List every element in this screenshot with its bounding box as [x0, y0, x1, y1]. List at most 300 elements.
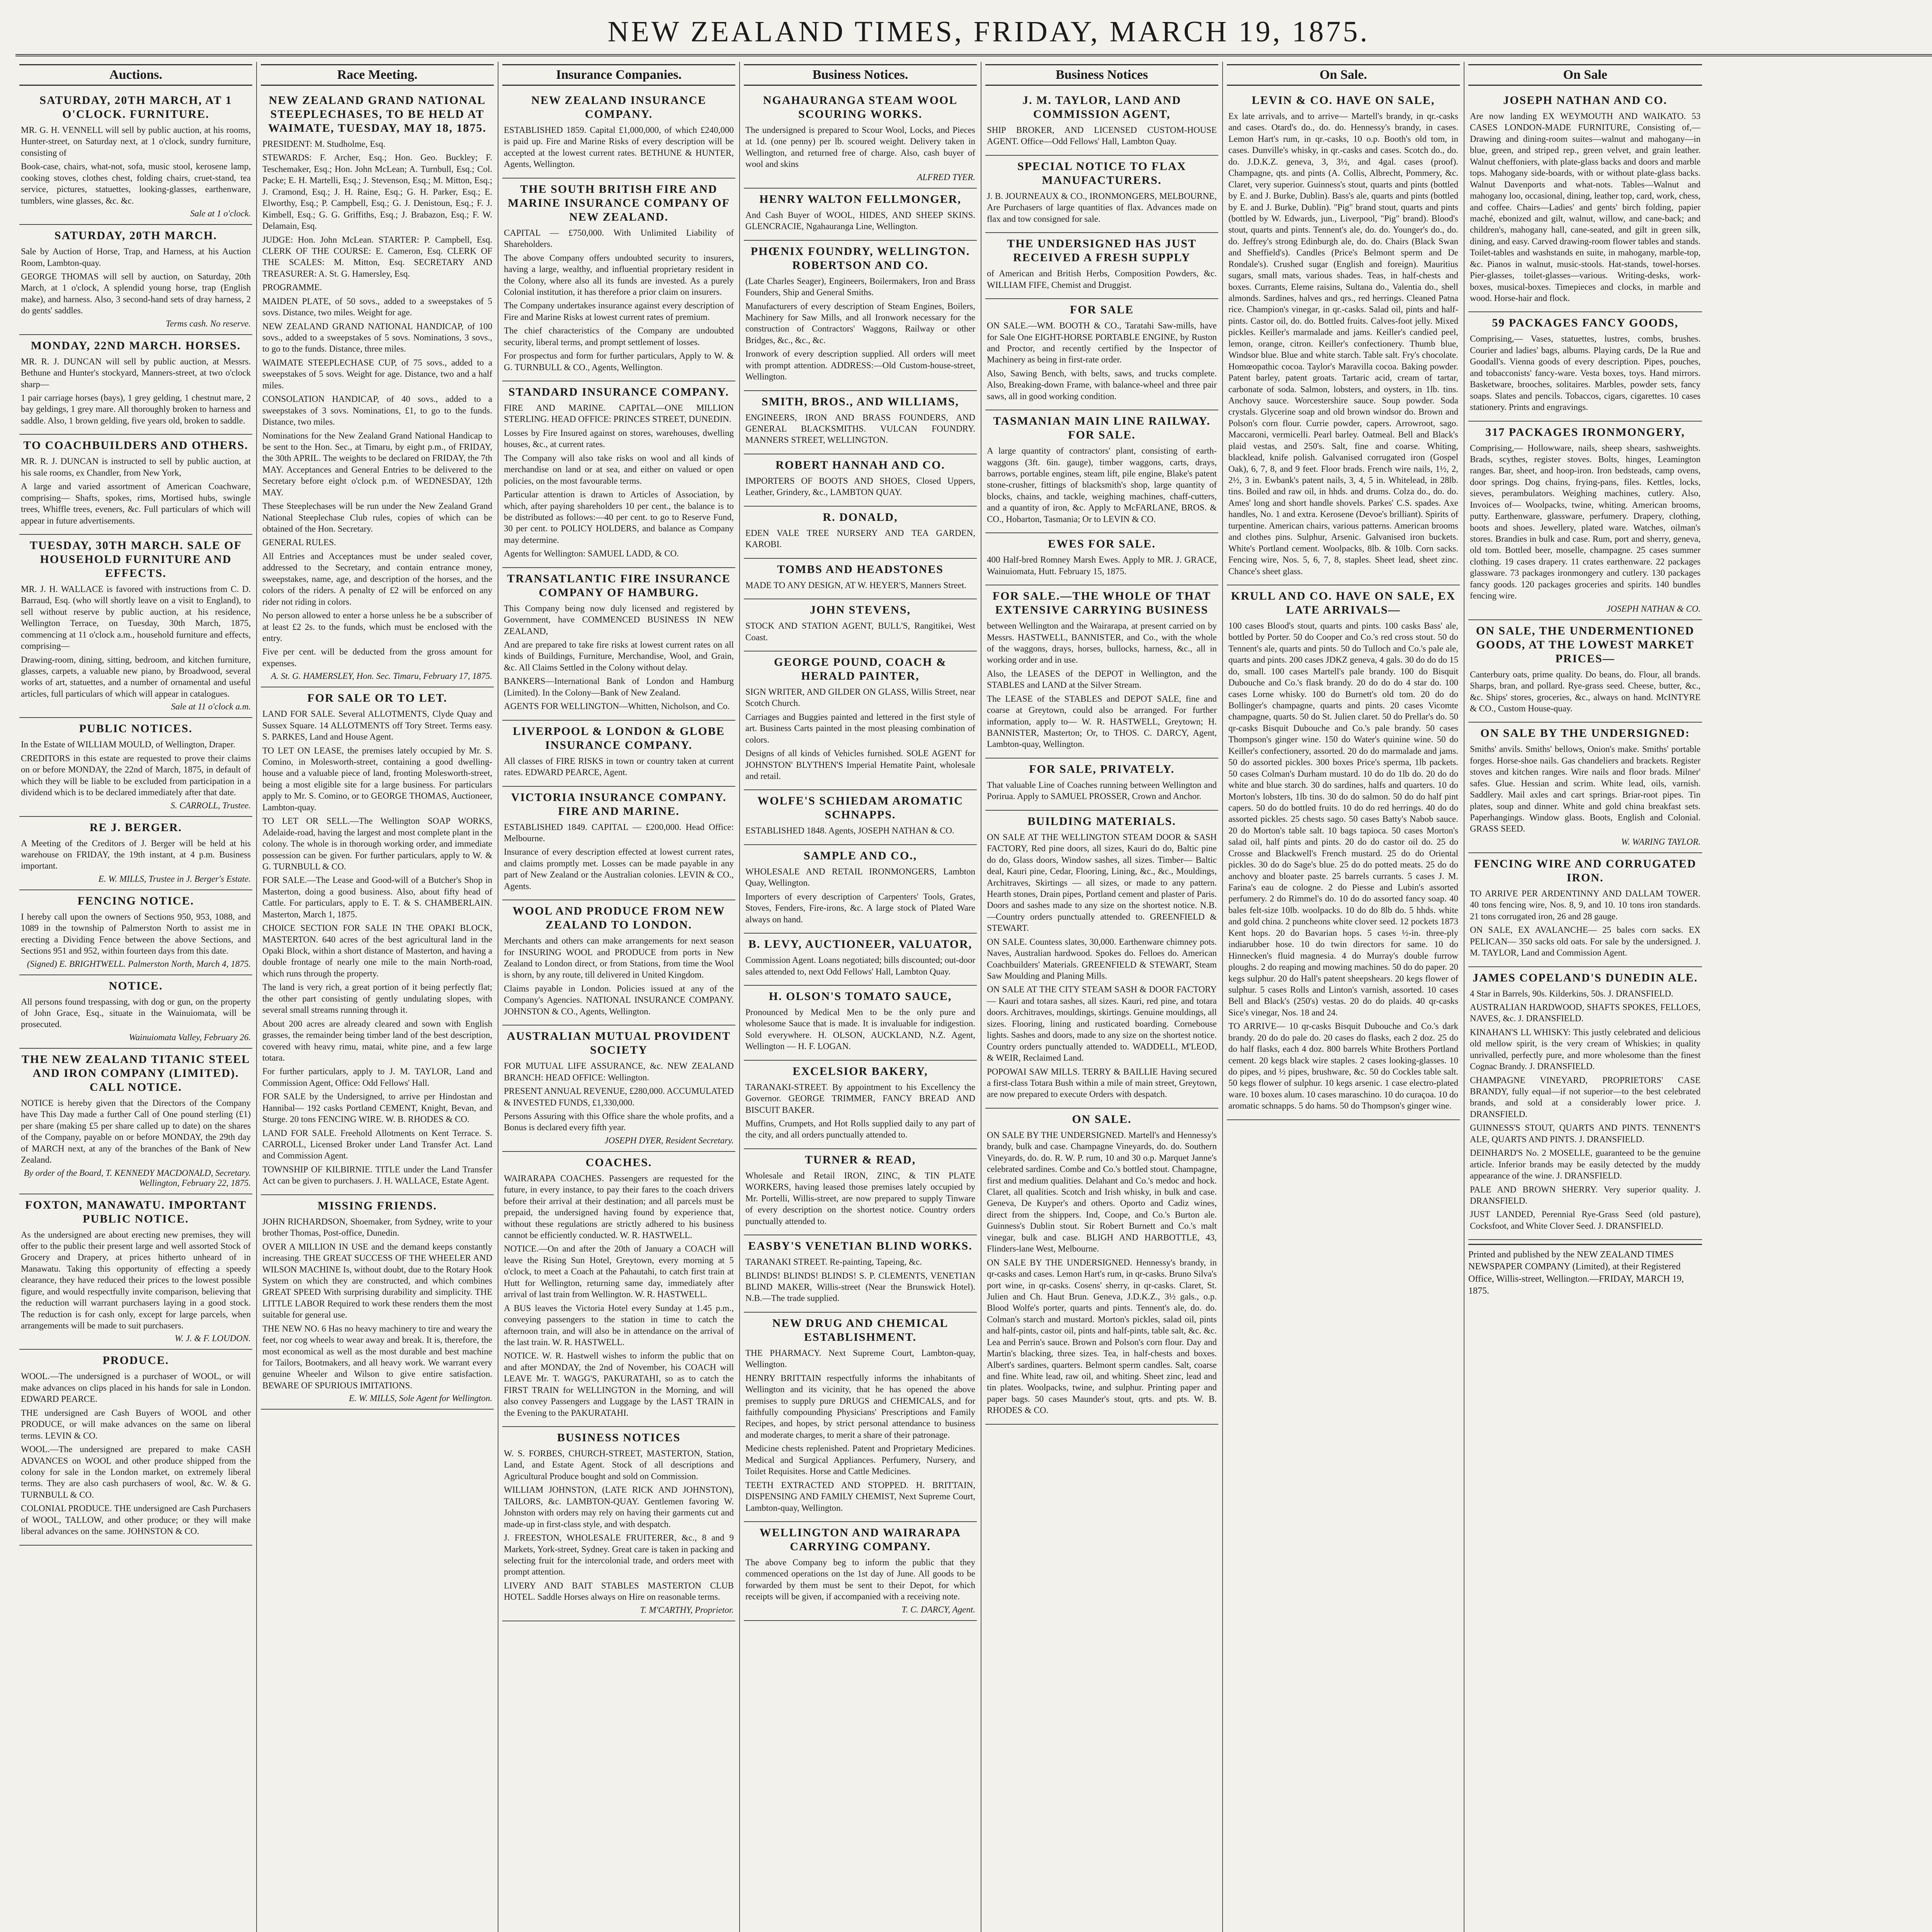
advertisement-body — [745, 954, 975, 977]
advertisement-body — [21, 1097, 251, 1166]
advertisement-body — [504, 402, 734, 560]
advertisement-paragraph: TO ARRIVE— 10 qr-casks Bisquit Dubouche and Co.'s dark brandy. 20 do do pale do. 20 cases do flasks, each 2 doz. 25 do do half flasks, each 4 doz. 800 barrels White Brothers Portland cement. 20 kegs black wire staples. 2 cases looking-glasses. 10 do pipes, and ½ pipes, brushware, &c. 50 do Cockles table salt. 50 kegs flower of sulphur. 10 kegs arsenic. 1 case electro-plated ware. 10 boxes alum. 10 cases maraschino. 10 do curaçoa. 10 do aromatic schnapps. 5 do hams. 50 do Thompson's ginger wine. — [1228, 1021, 1458, 1111]
advertisement-title: FOR SALE.—THE WHOLE OF THAT EXTENSIVE CARRYING BUSINESS — [992, 590, 1211, 617]
advertisement-title: MISSING FRIENDS. — [318, 1199, 437, 1212]
advertisement — [502, 1026, 735, 1152]
advertisement-title: THE UNDERSIGNED HAS JUST RECEIVED A FRESH SUPPLY — [1007, 237, 1197, 264]
column-4 — [740, 62, 981, 1932]
advertisement-signature: Wainuiomata Valley, February 26. — [129, 1032, 251, 1042]
advertisement-paragraph: Canterbury oats, prime quality. Do beans, do. Flour, all brands. Sharps, bran, and pollard. Rye-grass seed. Cheese, butter, &c., &c. Ships' stores, groceries, &c., always on hand. McINTYRE & CO., Custom House-quay. — [1470, 669, 1701, 713]
advertisement-title: PRODUCE. — [102, 1354, 169, 1367]
advertisement-body — [21, 911, 251, 957]
advertisement-body — [1470, 669, 1701, 714]
advertisement-paragraph: MR. J. H. WALLACE is favored with instructions from C. D. Barraud, Esq. (who will shortly leave on a visit to England), to sell without reserve by public auction, at his residence, Wellington Terrace, on Tuesday, 30th March, 1875, commencing at 11 o'clock a.m., household furniture and effects, comprising— — [21, 584, 251, 651]
advertisement-paragraph: CHOICE SECTION FOR SALE IN THE OPAKI BLOCK, MASTERTON. 640 acres of the best agricultural land in the Opaki Block, within a short distance of Masterton, and having a double frontage of nearly one mile to the main North-road, which runs through the property. — [262, 923, 492, 978]
advertisement-paragraph: Wholesale and Retail IRON, ZINC, & TIN PLATE WORKERS, having leased those premises lately occupied by Mr. Portelli, Willis-street, are now prepared to supply Tinware of every description on the shortest notice. Country orders punctually attended to. — [745, 1170, 975, 1226]
advertisement-paragraph: All classes of FIRE RISKS in town or country taken at current rates. EDWARD PEARCE, Agent. — [504, 756, 734, 777]
advertisement-paragraph: This Company being now duly licensed and registered by Government, have COMMENCED BUSINESS IN NEW ZEALAND, — [504, 603, 734, 636]
advertisement-paragraph: CHAMPAGNE VINEYARD, PROPRIETORS' CASE BRANDY, fully equal—if not superior—to the best celebrated brands, and sold at a considerably lower price. J. DRANSFIELD. — [1470, 1075, 1701, 1119]
column-7 — [1464, 62, 1706, 1932]
advertisement-body — [987, 320, 1217, 402]
section-heading: On Sale — [1468, 64, 1702, 86]
advertisement-paragraph: THE NEW NO. 6 Has no heavy machinery to tire and weary the feet, nor cog wheels to wear away and break. It is, therefore, the most economical as well as the most durable and best machine for Tailors, Bootmakers, and all heavy work. We warrant every genuine Wheeler and Wilson to give entire satisfaction. BEWARE OF SPURIOUS IMITATIONS. — [262, 1323, 492, 1390]
column-2 — [257, 62, 498, 1932]
advertisement — [744, 986, 977, 1061]
advertisement-title: B. LEVY, AUCTIONEER, VALUATOR, — [748, 938, 973, 951]
advertisement — [502, 1152, 735, 1427]
advertisement-paragraph: SHIP BROKER, AND LICENSED CUSTOM-HOUSE AGENT. Office—Odd Fellows' Hall, Lambton Quay. — [987, 125, 1217, 146]
advertisement-body — [504, 603, 734, 712]
advertisement-paragraph: of American and British Herbs, Composition Powders, &c. WILLIAM FIFE, Chemist and Druggist. — [987, 269, 1217, 290]
advertisement-paragraph: MR. R. J. DUNCAN is instructed to sell by public auction, at his sale rooms, ex Chandler, from New York, — [21, 456, 251, 478]
advertisement-body — [745, 276, 975, 383]
advertisement-paragraph: WOOL.—The undersigned are prepared to make CASH ADVANCES on WOOL and other produce shipped from the colony for sale in the London market, on extremely liberal terms. They are also cash purchasers of wool, &c. W. & G. TURNBULL & CO. — [21, 1444, 251, 1500]
advertisement-body — [504, 1448, 734, 1603]
advertisement-paragraph: The LEASE of the STABLES and DEPOT SALE, fine and coarse at Greytown, could also be arranged. For further information, apply to— W. R. HASTWELL, Greytown; H. BANNISTER, Masterton; Or, to THOS. C. DARCY, Agent, Lambton-quay, Wellington. — [987, 694, 1217, 749]
advertisement-body — [21, 583, 251, 699]
advertisement-signature: Sale at 1 o'clock. — [190, 209, 251, 219]
advertisement-body — [504, 935, 734, 1017]
advertisement-paragraph: MAIDEN PLATE, of 50 sovs., added to a sweepstakes of 5 sovs. Distance, two miles. Weight for age. — [262, 296, 492, 318]
advertisement-paragraph: KINAHAN'S LL WHISKY: This justly celebrated and delicious old mellow spirit, is the very cream of Whiskies; in quality unrivalled, perfectly pure, and more wholesome than the finest Cognac Brandy. J. DRANSFIELD. — [1470, 1027, 1701, 1071]
advertisement-paragraph: ON SALE AT THE WELLINGTON STEAM DOOR & SASH FACTORY, Red pine doors, all sizes, Kauri do do, Baltic pine do do, Glass doors, Window sashes, all sizes. Timber— Baltic deal, Kauri pine, Cedar, Flooring, Lining, &c., &c., Mouldings, Architraves, Skirtings — all sizes, or made to any pattern. Hearth stones, Drain pipes, Portland cement and plaster of Paris. Doors and sashes made to any size on the shortest notice. N.B.—Country orders punctually attended to. GREENFIELD & STEWART. — [987, 832, 1217, 933]
advertisement-paragraph: LIVERY AND BAIT STABLES MASTERTON CLUB HOTEL. Saddle Horses always on Hire on reasonable terms. — [504, 1580, 734, 1602]
advertisement-body — [21, 246, 251, 316]
advertisement-title: FOXTON, MANAWATU. IMPORTANT PUBLIC NOTICE. — [25, 1198, 247, 1225]
advertisement-title: FOR SALE — [1070, 303, 1134, 316]
advertisement — [1468, 620, 1702, 723]
advertisement-paragraph: A Meeting of the Creditors of J. Berger will be held at his warehouse on FRIDAY, the 19th instant, at 4 p.m. Business important. — [21, 838, 251, 871]
advertisement-signature: Terms cash. No reserve. — [166, 318, 251, 328]
advertisement-title: KRULL AND CO. HAVE ON SALE, EX LATE ARRIVALS— — [1231, 589, 1456, 616]
advertisement-title: TASMANIAN MAIN LINE RAILWAY. FOR SALE. — [993, 415, 1211, 442]
advertisement-body — [745, 1170, 975, 1227]
advertisement-paragraph: TO LET ON LEASE, the premises lately occupied by Mr. S. Comino, in Molesworth-street, containing a good dwelling-house and a valuable piece of land, fronting Molesworth-street, being a most eligible site for a large business. For particulars apply to Mr. S. Comino, or to GEORGE THOMAS, Auctioneer, Lambton-quay. — [262, 745, 492, 812]
advertisement-paragraph: PRESENT ANNUAL REVENUE, £280,000. ACCUMULATED & INVESTED FUNDS, £1,330,000. — [504, 1086, 734, 1107]
advertisement-paragraph: PROGRAMME. — [262, 282, 322, 293]
advertisement-title: TRANSATLANTIC FIRE INSURANCE COMPANY OF HAMBURG. — [507, 572, 731, 599]
advertisement-paragraph: ON SALE. Countess slates, 30,000. Earthenware chimney pots. Naves, Australian hardwood. Spokes do. Felloes do. American Coachbuilders' Materials. GREENFIELD & STEWART, Steam Saw Moulding and Planing Mills. — [987, 937, 1217, 981]
advertisement-title: FENCING NOTICE. — [77, 894, 194, 907]
advertisement — [502, 1427, 735, 1621]
advertisement-paragraph: NOTICE.—On and after the 20th of January a COACH will leave the Rising Sun Hotel, Greytown, every morning at 5 o'clock, to meet a Coach at the Pahautahi, to catch first train at Hutt for Wellington, returning same day, immediately after arrival of last train from Wellington. W. R. HASTWELL. — [504, 1244, 734, 1299]
advertisement-title: SATURDAY, 20TH MARCH. — [54, 229, 217, 242]
advertisement-body — [504, 1060, 734, 1133]
advertisement-signature: ALFRED TYER. — [917, 172, 975, 182]
advertisement — [744, 559, 977, 599]
advertisement — [502, 179, 735, 381]
advertisement-title: EWES FOR SALE. — [1048, 537, 1156, 551]
advertisement-signature: W. WARING TAYLOR. — [1621, 837, 1701, 847]
advertisement — [1227, 585, 1460, 1120]
advertisement-title: WOOL AND PRODUCE FROM NEW ZEALAND TO LONDON. — [512, 905, 725, 932]
advertisement — [744, 1522, 977, 1621]
advertisement-paragraph: Particular attention is drawn to Articles of Association, by which, after paying shareholders 10 per cent., the balance is to be distributed as follows:—40 per cent. to go to Reserve Fund, 30 per cent. to POLICY HOLDERS, and balance as Company may determine. — [504, 490, 734, 545]
advertisement-title: 59 PACKAGES FANCY GOODS, — [1492, 316, 1679, 330]
advertisement-paragraph: The above Company beg to inform the public that they commenced operations on the 1st day of June. All goods to be forwarded by them must be sent to their Depot, for which receipts will be given, if accompanied with a receiving note. — [745, 1557, 975, 1602]
advertisement-title: STANDARD INSURANCE COMPANY. — [509, 386, 729, 398]
advertisement-signature: T. C. DARCY, Agent. — [901, 1604, 975, 1614]
advertisement-title: WELLINGTON AND WAIRARAPA CARRYING COMPANY. — [759, 1526, 961, 1553]
advertisement-paragraph: DEINHARD'S No. 2 MOSELLE, guaranteed to be the genuine article. Inferior brands may be easily detected by the muddy appearance of the wine. J. DRANSFIELD. — [1470, 1148, 1701, 1181]
advertisement-body — [987, 779, 1217, 802]
advertisement-title: PHŒNIX FOUNDRY, WELLINGTON. ROBERTSON AND CO. — [750, 245, 970, 272]
advertisement-body — [262, 708, 492, 1187]
advertisement-body — [504, 821, 734, 892]
column-5 — [981, 62, 1223, 1932]
advertisement — [502, 721, 735, 787]
advertisement-paragraph: TARANAKI STREET. Re-painting, Tapeing, &c. — [745, 1257, 922, 1267]
advertisement-paragraph: WHOLESALE AND RETAIL IRONMONGERS, Lambton Quay, Wellington. — [745, 866, 975, 888]
advertisement — [985, 410, 1218, 533]
advertisement-paragraph: WILLIAM JOHNSTON, (LATE RICK AND JOHNSTON), TAILORS, &c. LAMBTON-QUAY. Gentlemen favoring W. Johnston with orders may rely on having their garments cut and made-up in first-class style, and with despatch. — [504, 1485, 734, 1529]
publisher-imprint: Printed and published by the NEW ZEALAND TIMES NEWSPAPER COMPANY (Limited), at their Registered Office, Willis-street, Wellington.—FRIDAY, MARCH 19, 1875. — [1468, 1244, 1702, 1297]
advertisement-body — [745, 1082, 975, 1141]
advertisement-paragraph: Medicine chests replenished. Patent and Proprietary Medicines. Medical and Surgical Appliances. Perfumery, Nursery, and Toilet Requisites. Horse and Cattle Medicines. — [745, 1444, 975, 1476]
advertisement-paragraph: ESTABLISHED 1859. Capital £1,000,000, of which £240,000 is paid up. Fire and Marine Risks of every description will be accepted at the lowest current rates. BETHUNE & HUNTER, Agents, Wellington. — [504, 125, 734, 169]
advertisement-paragraph: TO ARRIVE PER ARDENTINNY AND DALLAM TOWER. 40 tons fencing wire, Nos. 8, 9, and 10. 10 tons iron standards. 21 tons corrugated iron, 26 and 28 gauge. — [1470, 888, 1701, 921]
advertisement-title: AUSTRALIAN MUTUAL PROVIDENT SOCIETY — [507, 1030, 731, 1057]
advertisement-paragraph: CONSOLATION HANDICAP, of 40 sovs., added to a sweepstakes of 3 sovs. Nominations, £1, to go to the funds. Distance, two miles. — [262, 394, 492, 427]
advertisement-paragraph: Are now landing EX WEYMOUTH AND WAIKATO. 53 CASES LONDON-MADE FURNITURE, Consisting of,— Drawing and dining-room suites—walnut and mahogany—in blue, green, and striped rep., green velvet, and grain leather. Walnut cheffoniers, with plate-glass backs and doors and marble tops. Mahogany side-boards, with or without plate-glass backs. Walnut Davenports and what-nots. Tables—Walnut and mahogany loo, occasional, dining, leather top, card, work, chess, and coffee. Chairs—Ladies' and gents' birch folding, papier maché, ebonized and gilt, walnut, willow, and cane-back; and children's, mahogany hall, cane-seated, and gilt in green silk, dining, and easy. Carved drawing-room flower tables and stands. Toilet-tables and washstands en suite, in mahogany, marble-top, &c. Pianos in walnut, music-stools. Hat-stands, towel-horses. Pier-glasses, toilet-glasses—various. Writing-desks, work-boxes, musical-boxes. Timepieces and clocks, in marble and wood. Horse-hair and flock. — [1470, 111, 1701, 303]
advertisement-title: THE NEW ZEALAND TITANIC STEEL AND IRON COMPANY (LIMITED). CALL NOTICE. — [21, 1053, 250, 1094]
advertisement — [985, 811, 1218, 1109]
advertisement-paragraph: JOHN RICHARDSON, Shoemaker, from Sydney, write to your brother Thomas, Post-office, Dunedin. — [262, 1216, 492, 1238]
advertisement-paragraph: And are prepared to take fire risks at lowest current rates on all kinds of Buildings, Furniture, Merchandise, Wool, and Grain, &c. All Claims Settled in the Colony without delay. — [504, 640, 734, 672]
advertisement-body — [504, 227, 734, 373]
advertisement-body — [1470, 442, 1701, 602]
advertisement-body — [262, 1216, 492, 1391]
advertisement-paragraph: COLONIAL PRODUCE. THE undersigned are Cash Purchasers of WOOL, TALLOW, and other produce; or they will make liberal advances on the same. JOHNSTON & CO. — [21, 1503, 251, 1536]
advertisement-body — [745, 825, 975, 836]
advertisement — [744, 790, 977, 845]
advertisement-paragraph: The chief characteristics of the Company are undoubted security, liberal terms, and prompt settlement of losses. — [504, 326, 734, 347]
advertisement-title: NEW DRUG AND CHEMICAL ESTABLISHMENT. — [772, 1316, 949, 1344]
advertisement-paragraph: For further particulars, apply to J. M. TAYLOR, Land and Commission Agent, Office: Odd Fellows' Hall. — [262, 1066, 492, 1088]
advertisement-paragraph: ON SALE BY THE UNDERSIGNED. Martell's and Hennessy's brandy, bulk and case. Champagne Vineyards, do. do. Southern Vineyards, do. do. R. W. P. rum, 10 and 30 o.p. Marquet Janne's celebrated sardines. Combe and Co.'s bottled stout. Champagne, first and medium qualities. Delahant and Co.'s medoc and hock. Claret, all qualities. Scotch and Irish whisky, in bulk and case. Geneva, De Kuyper's and others. Oporto and Cadiz wines, direct from the shippers. Ind, Coope, and Co.'s Burton ale. Guinness's Dublin stout. Sir Robert Burnett and Co.'s malt vinegar, bulk and case. BLIGH AND HARBOTTLE, 43, Flinders-lane West, Melbourne. — [987, 1130, 1217, 1254]
advertisement — [19, 1194, 252, 1350]
advertisement-title: TO COACHBUILDERS AND OTHERS. — [23, 439, 248, 452]
advertisement — [744, 599, 977, 651]
advertisement-paragraph: Muffins, Crumpets, and Hot Rolls supplied daily to any part of the city, and all orders punctually attended to. — [745, 1119, 975, 1140]
advertisement-body — [21, 456, 251, 526]
advertisement-title: EXCELSIOR BAKERY, — [793, 1065, 928, 1078]
advertisement-title: WOLFE'S SCHIEDAM AROMATIC SCHNAPPS. — [757, 794, 963, 821]
advertisement-paragraph: J. FREESTON, WHOLESALE FRUITERER, &c., 8 and 9 Markets, York-street, Sydney. Great care is taken in packing and selecting fruit for the intercolonial trade, and orders meet with prompt attention. — [504, 1533, 734, 1577]
advertisement-title: NEW ZEALAND GRAND NATIONAL STEEPLECHASES, TO BE HELD AT WAIMATE, TUESDAY, MAY 18, 1875. — [268, 94, 486, 134]
advertisement-body — [745, 620, 975, 643]
advertisement-paragraph: FOR SALE.—The Lease and Good-will of a Butcher's Shop in Masterton, doing a good business. Also, about fifty head of Cattle. For particulars, apply to E. T. & S. CHAMBERLAIN. Masterton, March 1, 1875. — [262, 875, 492, 919]
advertisement-paragraph: Importers of every description of Carpenters' Tools, Grates, Stoves, Fenders, Fire-irons, &c. A large stock of Plated Ware always on hand. — [745, 891, 975, 924]
advertisement-signature: A. St. G. HAMERSLEY, Hon. Sec. Timaru, February 17, 1875. — [271, 671, 492, 681]
advertisement-title: VICTORIA INSURANCE COMPANY. FIRE AND MARINE. — [511, 791, 727, 818]
advertisement — [985, 1109, 1218, 1425]
advertisement — [19, 535, 252, 718]
advertisement-paragraph: J. B. JOURNEAUX & CO., IRONMONGERS, MELBOURNE, Are Purchasers of large quantities of flax. Advances made on flax and tow consigned for sale. — [987, 191, 1217, 224]
advertisement-paragraph: TO LET OR SELL.—The Wellington SOAP WORKS, Adelaide-road, having the largest and most complete plant in the colony. The whole is in thorough working order, and immediate possession can be given. For further particulars, apply to W. & G. TURNBULL & CO. — [262, 816, 492, 871]
advertisement-paragraph: Nominations for the New Zealand Grand National Handicap to be sent to the Hon. Sec., at Timaru, by eight p.m., of FRIDAY, the 30th APRIL. The weights to be declared on FRIDAY, the 7th MAY. Acceptances and General Entries to be delivered to the Secretary before eight o'clock p.m. of WEDNESDAY, 12th MAY. — [262, 430, 492, 497]
advertisement-signature: W. J. & F. LOUDON. — [175, 1333, 251, 1344]
advertisement-paragraph: Agents for Wellington: SAMUEL LADD, & CO. — [504, 549, 679, 559]
advertisement-paragraph: POPOWAI SAW MILLS. TERRY & BAILLIE Having secured a first-class Totara Bush within a mile of main street, Greytown, are now prepared to execute Orders with despatch. — [987, 1066, 1217, 1099]
advertisement — [19, 335, 252, 435]
advertisement — [1468, 967, 1702, 1240]
advertisement-paragraph: MR. G. H. VENNELL will sell by public auction, at his rooms, Hunter-street, on Saturday next, at 1 o'clock, sundry furniture, consisting of — [21, 125, 251, 158]
advertisement — [1468, 853, 1702, 967]
advertisement-title: NGAHAURANGA STEAM WOOL SCOURING WORKS. — [763, 94, 958, 121]
advertisement-paragraph: Carriages and Buggies painted and lettered in the first style of art. Business Carts painted in the most pleasing combination of colors. — [745, 712, 975, 745]
advertisement-paragraph: About 200 acres are already cleared and sown with English grasses, the remainder being timber land of the best description, covered with heavy rimu, matai, white pine, and a few large totara. — [262, 1019, 492, 1063]
advertisement-paragraph: Sale by Auction of Horse, Trap, and Harness, at his Auction Room, Lambton-quay. — [21, 247, 251, 268]
advertisement-paragraph: 1 pair carriage horses (bays), 1 grey gelding, 1 chestnut mare, 2 bay geldings, 1 grey mare. All thoroughly broken to harness and saddle. Also, 1 brown gelding, five years old, broken to saddle. — [21, 393, 251, 425]
advertisement-body — [745, 580, 975, 591]
advertisement-paragraph: Book-case, chairs, what-not, sofa, music stool, kerosene lamp, cooking stoves, clothes chest, folding chairs, cruet-stand, tea service, pictures, statuettes, looking-glasses, earthenware, tumblers, wine glasses, &c. &c. — [21, 162, 251, 206]
advertisement-body — [21, 739, 251, 798]
advertisement-paragraph: CAPITAL — £750,000. With Unlimited Liability of Shareholders. — [504, 228, 734, 249]
advertisement — [744, 651, 977, 791]
advertisement-paragraph: The above Company offers undoubted security to insurers, having a large, wealthy, and influential proprietary resident in the Colony, where also all its funds are invested. As a purely Colonial institution, it has therefore a prior claim on insurers. — [504, 253, 734, 297]
advertisement-paragraph: The land is very rich, a great portion of it being perfectly flat; the other part consisting of gently undulating slopes, with several small streams running through it. — [262, 982, 492, 1015]
advertisement-body — [21, 838, 251, 872]
advertisement-signature: E. W. MILLS, Trustee in J. Berger's Estate. — [98, 874, 251, 884]
advertisement-body — [745, 412, 975, 446]
advertisement — [19, 817, 252, 890]
advertisement — [1468, 312, 1702, 421]
advertisement-body — [987, 832, 1217, 1100]
advertisement-body — [745, 1347, 975, 1514]
advertisement-paragraph: OVER A MILLION IN USE and the demand keeps constantly increasing. THE GREAT SUCCESS OF THE WHEELER AND WILSON MACHINE Is, without doubt, due to the Rotary Hook System on which they are constructed, and which combines GREAT SPEED With surprising durability and simplicity. THE LITTLE LABOR Required to work these renders them the most suitable for general use. — [262, 1242, 492, 1320]
advertisement-title: JOSEPH NATHAN AND CO. — [1503, 94, 1667, 107]
advertisement-paragraph: PALE AND BROWN SHERRY. Very superior quality. J. DRANSFIELD. — [1470, 1184, 1701, 1206]
advertisement-paragraph: W. S. FORBES, CHURCH-STREET, MASTERTON, Station, Land, and Estate Agent. Stock of all descriptions and Agricultural Produce bought and sold on Commission. — [504, 1449, 734, 1481]
advertisement-body — [21, 1371, 251, 1537]
advertisement-paragraph: MR. R. J. DUNCAN will sell by public auction, at Messrs. Bethune and Hunter's stockyard, Manners-street, at two o'clock sharp— — [21, 356, 251, 389]
advertisement-title: H. OLSON'S TOMATO SAUCE, — [769, 990, 952, 1003]
advertisement-paragraph: WAIMATE STEEPLECHASE CUP, of 75 sovs., added to a sweepstakes of 5 sovs. Weight for age. Distance, two and a half miles. — [262, 357, 492, 390]
advertisement-paragraph: GEORGE THOMAS will sell by auction, on Saturday, 20th March, at 1 o'clock, A splendid young horse, trap (English make), and harness. Also, 3 second-hand sets of dray harness, 2 do gents' saddles. — [21, 271, 251, 316]
advertisement-paragraph: FOR SALE by the Undersigned, to arrive per Hindostan and Hannibal— 192 casks Portland CEMENT, Knight, Bevan, and Sturge. 20 tons FENCING WIRE. W. B. RHODES & CO. — [262, 1092, 492, 1124]
advertisement-paragraph: THE PHARMACY. Next Supreme Court, Lambton-quay, Wellington. — [745, 1348, 975, 1369]
advertisement — [19, 90, 252, 225]
advertisement-body — [1470, 743, 1701, 835]
advertisement-signature: JOSEPH NATHAN & CO. — [1606, 604, 1701, 614]
advertisement-paragraph: Merchants and others can make arrangements for next season for INSURING WOOL and PRODUCE from ports in New Zealand to London direct, or from Stations, from time the Wool is shorn, by any route, till delivered in United Kingdom. — [504, 936, 734, 980]
advertisement — [744, 934, 977, 986]
advertisement — [744, 90, 977, 189]
advertisement-paragraph: IMPORTERS OF BOOTS AND SHOES, Closed Uppers, Leather, Grindery, &c., LAMBTON QUAY. — [745, 476, 975, 497]
advertisement — [744, 1149, 977, 1235]
advertisement-paragraph: Insurance of every description effected at lowest current rates, and claims promptly met. Losses can be made payable in any part of New Zealand or the Australian colonies. LEVIN & CO., Agents. — [504, 847, 734, 891]
advertisement — [261, 687, 494, 1195]
advertisement — [19, 1350, 252, 1545]
advertisement — [985, 233, 1218, 299]
advertisement — [1227, 90, 1460, 585]
section-heading: Auctions. — [19, 64, 252, 86]
advertisement-paragraph: ON SALE.—WM. BOOTH & CO., Taratahi Saw-mills, have for Sale One EIGHT-HORSE PORTABLE ENGINE, by Ruston and Proctor, and recently certified by the Inspector of Machinery as being in first-rate order. — [987, 321, 1217, 365]
advertisement-title: FOR SALE OR TO LET. — [307, 692, 447, 705]
advertisement-title: JOHN STEVENS, — [810, 604, 911, 617]
advertisement-body — [21, 124, 251, 206]
advertisement-body — [745, 686, 975, 782]
advertisement-body — [1470, 888, 1701, 959]
section-heading: Business Notices — [985, 64, 1218, 86]
advertisement-title: ON SALE BY THE UNDERSIGNED: — [1480, 727, 1690, 740]
section-heading: On Sale. — [1227, 64, 1460, 86]
section-heading: Race Meeting. — [261, 64, 494, 86]
advertisement-paragraph: STOCK AND STATION AGENT, BULL'S, Rangitikei, West Coast. — [745, 621, 975, 642]
advertisement-title: LIVERPOOL & LONDON & GLOBE INSURANCE COMPANY. — [513, 724, 725, 752]
advertisement-title: 317 PACKAGES IRONMONGERY, — [1485, 425, 1685, 439]
advertisement-body — [21, 996, 251, 1030]
advertisement — [985, 533, 1218, 585]
section-heading: Insurance Companies. — [502, 64, 735, 86]
newspaper-page — [15, 12, 1932, 1932]
advertisement — [19, 435, 252, 535]
advertisement-paragraph: EDEN VALE TREE NURSERY AND TEA GARDEN, KAROBI. — [745, 528, 975, 549]
advertisement-paragraph: NEW ZEALAND GRAND NATIONAL HANDICAP, of 100 sovs., added to a sweepstakes of 5 sovs. Nominations, 3 sovs., to go to the funds. Distance, three miles. — [262, 321, 492, 354]
advertisement — [502, 787, 735, 901]
advertisement-paragraph: 100 cases Blood's stout, quarts and pints. 100 casks Bass' ale, bottled by Porter. 50 do Cooper and Co.'s red cross stout. 50 do Tennent's ale, quarts and pints. 50 do Tulloch and Co.'s pale ale, quarts and pints. 200 cases JDKZ geneva, 4 gals. 30 do do do 15 do, small. 100 cases Martell's pale brandy. 100 do Bisquit Dubouche and Co.'s flask brandy. 20 do do do 4 star do. 100 cases Lorne whisky. 100 do Burnett's old tom. 20 do do Bollinger's champagne, quarts and pints. 20 cases Vicomte champagne, quarts. 50 do St. Julien claret. 50 do Prellar's do. 50 qr-casks Bisquit Dubouche and Co.'s pale brandy. 50 cases Thompson's ginger wine. 150 do Water's quinine wine. 50 do Keiller's confectionery, assorted. 20 do do marmalade and jams. 50 do assorted pickles. 300 boxes Price's sperma, 1lb packets. 50 cases Colman's Durham mustard. 10 do do 1lb do. 20 do do white and blue starch. 30 do sardines, halfs and quarters. 10 do Morton's lobsters, 1lb tins. 30 do do salmon. 50 do do half pint capers. 50 do do bottled fruits. 10 do do red herrings. 40 do do assorted pickles. 25 chests sago. 50 cases Batty's Nabob sauce. 20 do Morton's table salt. 10 bags tapioca. 50 cases Morton's salad oil, half pints and pints. 20 do do castor oil do. 25 do Crosse and Blackwell's French mustard. 25 do do Oriental pickles. 30 do do Sage's blue. 25 do do potted meats. 25 do do anchovy and bloater paste. 25 barrels currants. 5 cases J. M. Farina's eau de cologne. 2 do Piesse and Lubin's assorted perfumery. 2 do Rimmel's do. 10 do do assorted fancy soap. 40 bales felt-size 10lb. woolpacks. 10 do do 8lb do. 5 hhds. white and gold china. 2 puncheons white clover seed. 12 pockets 1873 Kent hops. 20 do Bavarian hops. 5 cases ½-in. three-ply indiarubber hose. 10 do twin directors for same. 10 do Hinnecken's fluid magnesia. 4 do Murray's double furrow ploughs. 2 do reaping and mowing machines. 50 do do paper. 20 kegs sulphur. 20 do Hall's patent sheepshears. 20 kegs flower of sulphur. 5 cases Rolls and Linton's varnish, assorted. 10 cases Bell and Black's (250's) vestas. 20 do do plaids. 40 qr-casks Sice's vinegar, Nos. 18 and 24. — [1228, 621, 1458, 1017]
advertisement-title: THE SOUTH BRITISH FIRE AND MARINE INSURANCE COMPANY OF NEW ZEALAND. — [508, 182, 730, 223]
advertisement-title: EASBY'S VENETIAN BLIND WORKS. — [748, 1240, 973, 1253]
advertisement-title: BUILDING MATERIALS. — [1027, 815, 1176, 828]
advertisement-title: ROBERT HANNAH AND CO. — [776, 458, 945, 471]
column-6 — [1223, 62, 1464, 1932]
advertisement-body — [1470, 988, 1701, 1232]
advertisement-signature: (Signed) E. BRIGHTWELL. Palmerston North, March 4, 1875. — [27, 959, 251, 969]
advertisement-signature: T. M'CARTHY, Proprietor. — [640, 1605, 734, 1615]
advertisement-body — [21, 1229, 251, 1332]
advertisement-paragraph: BANKERS—International Bank of London and Hamburg (Limited). In the Colony—Bank of New Zealand. — [504, 676, 734, 697]
advertisement-body — [1228, 620, 1458, 1112]
advertisement-title: JAMES COPELAND'S DUNEDIN ALE. — [1472, 971, 1698, 984]
advertisement-paragraph: These Steeplechases will be run under the New Zealand Grand National Steeplechase Club rules, copies of which can be obtained of the Hon. Secretary. — [262, 501, 492, 534]
advertisement-paragraph: The undersigned is prepared to Scour Wool, Locks, and Pieces at 1d. (one penny) per lb. scoured weight. Delivery taken in Wellington, and returned free of charge. Also, cash buyer of wool and skins — [745, 125, 975, 169]
advertisement-paragraph: No person allowed to enter a horse unless he be a subscriber of at least £2 2s. to the funds, which must be enclosed with the entry. — [262, 611, 492, 643]
advertisement-paragraph: Drawing-room, dining, sitting, bedroom, and kitchen furniture, glasses, carpets, a valuable new piano, by Broadwood, several works of art, statuettes, and a number of ornamental and useful articles, full particulars of which will appear in catalogues. — [21, 655, 251, 699]
advertisement-paragraph: MADE TO ANY DESIGN, AT W. HEYER'S, Manners Street. — [745, 580, 966, 590]
advertisement-paragraph: GUINNESS'S STOUT, QUARTS AND PINTS. TENNENT'S ALE, QUARTS AND PINTS. J. DRANSFIELD. — [1470, 1123, 1701, 1144]
advertisement-paragraph: Comprising,— Vases, statuettes, lustres, combs, brushes. Courier and ladies' bags, albums. Playing cards, De la Rue and Goodall's. Vienna goods of every description. Pipes, pouches, and tobacconists' fancy-ware. Vesta boxes, toys. Hand mirrors. Basketware, brooches, solitaires. Marbles, powder sets, fancy soaps. Slates and pencils. Tobaccos, cigars, cigarettes. 10 cases stationery. Prints and engravings. — [1470, 334, 1701, 412]
advertisement-paragraph: All Entries and Acceptances must be under sealed cover, addressed to the Secretary, and contain entrance money, sweepstakes, name, age, and description of the horses, and the colors of the riders. A penalty of £2 will be enforced on any rider not riding in colors. — [262, 551, 492, 607]
advertisement — [502, 381, 735, 568]
advertisement-title: SATURDAY, 20TH MARCH, AT 1 O'CLOCK. FURNITURE. — [39, 94, 232, 121]
advertisement-paragraph: WOOL.—The undersigned is a purchaser of WOOL, or will make advances on clips placed in his hands for sale in London. EDWARD PEARCE. — [21, 1371, 251, 1404]
advertisement-body — [745, 1007, 975, 1052]
advertisement-title: GEORGE POUND, COACH & HERALD PAINTER, — [774, 655, 947, 682]
advertisement-title: HENRY WALTON FELLMONGER, — [759, 192, 961, 206]
advertisement-paragraph: (Late Charles Seager), Engineers, Boilermakers, Iron and Brass Founders, Ship and General Smiths. — [745, 276, 975, 298]
advertisement-paragraph: ENGINEERS, IRON AND BRASS FOUNDERS, AND GENERAL BLACKSMITHS. VULCAN FOUNDRY. MANNERS STREET, WELLINGTON. — [745, 412, 975, 445]
advertisement-paragraph: TOWNSHIP OF KILBIRNIE. TITLE under the Land Transfer Act can be given to purchasers. J. H. WALLACE, Estate Agent. — [262, 1164, 492, 1186]
advertisement-body — [1228, 111, 1458, 577]
advertisement-paragraph: 4 Star in Barrels, 90s. Kilderkins, 50s. J. DRANSFIELD. — [1470, 988, 1673, 998]
advertisement-paragraph: 400 Half-bred Romney Marsh Ewes. Apply to MR. J. GRACE, Wainuiomata, Hutt. February 15, 1875. — [987, 555, 1217, 576]
advertisement — [985, 585, 1218, 759]
advertisement-body — [1470, 111, 1701, 304]
advertisement-paragraph: All persons found trespassing, with dog or gun, on the property of John Grace, Esq., situate in the Wainuiomata, will be prosecuted. — [21, 997, 251, 1029]
advertisement-signature: E. W. MILLS, Sole Agent for Wellington. — [349, 1393, 492, 1403]
columns-container — [15, 62, 1932, 1932]
advertisement — [1468, 90, 1702, 312]
advertisement-title: ON SALE, THE UNDERMENTIONED GOODS, AT THE LOWEST MARKET PRICES— — [1476, 624, 1695, 665]
advertisement-paragraph: The Company will also take risks on wool and all kinds of merchandise on land or at sea, and either on valued or open policies, on the most favourable terms. — [504, 453, 734, 486]
advertisement-signature: By order of the Board, T. KENNEDY MACDONALD, Secretary. Wellington, February 22, 1875. — [24, 1168, 251, 1188]
advertisement-paragraph: ON SALE BY THE UNDERSIGNED. Hennessy's brandy, in qr-casks and cases. Lemon Hart's rum, in qr-casks. Bruno Silva's port wine, in qr-casks. Cosens' sherry, in qr-casks. Claret, St. Julien and Ch. Haut Brun. Geneva, J.D.K.Z., 3½ gals., o.p. Blood Wolfe's porter, quarts and pints. Tennent's ale, do. do. Colman's starch and mustard. Morton's pickles, salad oil, pints and half-pints, castor oil, pints and half-pints, table salt, &c. &c. Lea and Perrin's sauce. Brown and Polson's corn flour. Day and Martin's blacking, three sizes. Tea, in half-chests and boxes. Albert's sardines, quarters. Belmont sperm candles. Salt, coarse and fine. White lead, raw oil, and whiting. Sheet zinc, lead and tin plates. Woolpacks, twine, and sulphur. Printing paper and paper bags. 50 cases Maunder's stout, qrts. and pts. W. B. RHODES & CO. — [987, 1257, 1217, 1415]
advertisement-body — [987, 620, 1217, 750]
advertisement-body — [504, 755, 734, 778]
advertisement-paragraph: WAIRARAPA COACHES. Passengers are requested for the future, in every instance, to pay their fares to the coach drivers before their arrival at their destination; and all parcels must be prepaid, the undersigned having found by experience that, without these regulations are strictly adhered to his business cannot be efficiently conducted. W. R. HASTWELL. — [504, 1173, 734, 1240]
advertisement-paragraph: Comprising,— Hollowware, nails, sheep shears, sashweights. Brads, scythes, register stoves. Bolts, hinges, Leamington ranges. Bar, sheet, and hoop-iron. Iron bedsteads, camp ovens, door springs. Dog chains, frying-pans, files. Kettles, locks, sieves, perambulators. Weighing machines, cutlery. Also, Invoices of— Woolpacks, twine, whiting. American brooms, putty. Earthenware, glassware, perfumery. Drapery, clothing, boots and shoes. Jewellery, plated ware. Watches, oilman's stores. Brandies in bulk and case. Rum, port and sherry, geneva, old tom. Bottled beer, moselle, champagne. 25 cases summer clothing. 19 cases drapery. 11 crates earthenware. 22 packages glassware. 73 packages ironmongery and cutlery. 130 packages fancy goods. 120 packages groceries and spirits. 140 bundles fencing wire. — [1470, 443, 1701, 601]
advertisement-title: J. M. TAYLOR, LAND AND COMMISSION AGENT, — [1022, 94, 1181, 121]
advertisement-paragraph: Designs of all kinds of Vehicles furnished. SOLE AGENT for JOHNSTON' BLYTHEN'S Imperial Hematite Paint, wholesale and retail. — [745, 748, 975, 781]
advertisement-paragraph: LAND FOR SALE. Freehold Allotments on Kent Terrace. S. CARROLL, Licensed Broker under Land Transfer Act. Land and Commission Agent. — [262, 1128, 492, 1161]
advertisement-body — [745, 866, 975, 925]
advertisement-title: FENCING WIRE AND CORRUGATED IRON. — [1474, 857, 1697, 884]
advertisement — [744, 1235, 977, 1313]
advertisement-paragraph: For prospectus and form for further particulars, Apply to W. & G. TURNBULL & CO., Agents, Wellington. — [504, 351, 734, 372]
advertisement-title: COACHES. — [585, 1156, 652, 1169]
advertisement-body — [987, 554, 1217, 577]
advertisement-title: NEW ZEALAND INSURANCE COMPANY. — [531, 94, 707, 121]
advertisement — [19, 1049, 252, 1194]
advertisement-body — [1470, 333, 1701, 413]
advertisement — [985, 156, 1218, 233]
advertisement-paragraph: A large quantity of contractors' plant, consisting of earth-waggons (3ft. 6in. gauge), timber waggons, carts, drays, barrows, portable engines, steam lift, pile engine, Blake's patent stone-crusher, fittings of blacksmith's shop, large quantity of blocks, chains, and tackle, weighing machines, chaff-cutters, and a quantity of iron, &c. Apply to McFARLANE, BROS. & CO., Hobarton, Tasmania; Or to LEVIN & CO. — [987, 446, 1217, 524]
advertisement — [19, 975, 252, 1049]
advertisement-paragraph: AGENTS FOR WELLINGTON—Whitten, Nicholson, and Co. — [504, 701, 730, 711]
advertisement-title: SPECIAL NOTICE TO FLAX MANUFACTURERS. — [1017, 160, 1187, 187]
advertisement — [985, 90, 1218, 156]
advertisement-paragraph: between Wellington and the Wairarapa, at present carried on by Messrs. HASTWELL, BANNISTER, and Co., with the whole of the waggons, drays, horses, bullocks, harness, &c., all in working order and in use. — [987, 621, 1217, 665]
advertisement-paragraph: Ironwork of every description supplied. All orders will meet with prompt attention. ADDRESS:—Old Custom-house-street, Wellington. — [745, 349, 975, 382]
advertisement-title: FOR SALE, PRIVATELY. — [1029, 762, 1175, 776]
advertisement-body — [745, 209, 975, 232]
advertisement-paragraph: NOTICE. W. R. Hastwell wishes to inform the public that on and after MONDAY, the 2nd of November, his COACH will LEAVE Mr. T. WAGG'S, PAKURATAHI, so as to catch the FIRST TRAIN for WELLINGTON in the Morning, and will also convey Passengers and Luggage by the LAST TRAIN in the Evening to the PAKURATAHI. — [504, 1351, 734, 1418]
advertisement-body — [987, 1129, 1217, 1416]
advertisement-title: SMITH, BROS., AND WILLIAMS, — [761, 395, 959, 408]
advertisement-paragraph: JUST LANDED, Perennial Rye-Grass Seed (old pasture), Cocksfoot, and White Clover Seed. J. DRANSFIELD. — [1470, 1209, 1701, 1231]
advertisement-body — [987, 190, 1217, 224]
advertisement-paragraph: HENRY BRITTAIN respectfully informs the inhabitants of Wellington and its vicinity, that he has opened the above premises to supply pure DRUGS and CHEMICALS, and for faithfully compounding Physicians' Prescriptions and Family Recipes, and hopes, by strict personal attendance to business and moderate charges, to merit a share of their patronage. — [745, 1373, 975, 1440]
advertisement-paragraph: And Cash Buyer of WOOL, HIDES, AND SHEEP SKINS. GLENCRACIE, Ngahauranga Line, Wellington. — [745, 210, 975, 231]
advertisement — [744, 241, 977, 391]
advertisement-title: BUSINESS NOTICES — [557, 1431, 681, 1444]
advertisement-body — [745, 527, 975, 550]
advertisement — [985, 299, 1218, 410]
advertisement-paragraph: BLINDS! BLINDS! BLINDS! S. P. CLEMENTS, VENETIAN BLIND MAKER, Willis-street (Near the Brunswick Hotel). N.B.—The trade supplied. — [745, 1270, 975, 1303]
advertisement — [19, 718, 252, 816]
advertisement-paragraph: ON SALE, EX AVALANCHE— 25 bales corn sacks. EX PELICAN— 350 sacks old oats. For sale by the undersigned. J. M. TAYLOR, Land and Commission Agent. — [1470, 925, 1701, 958]
advertisement-paragraph: I hereby call upon the owners of Sections 950, 953, 1088, and 1089 in the township of Palmerston North to assist me in erecting a Dividing Fence between the above Sections, and Sections 951 and 952, within fourteen days from this date. — [21, 912, 251, 956]
advertisement-body — [262, 138, 492, 669]
advertisement — [502, 568, 735, 721]
advertisement — [744, 845, 977, 934]
advertisement-body — [504, 1173, 734, 1418]
advertisement — [502, 90, 735, 179]
advertisement-body — [504, 124, 734, 170]
advertisement-paragraph: PRESIDENT: M. Studholme, Esq. — [262, 139, 386, 149]
advertisement-title: TUESDAY, 30TH MARCH. SALE OF HOUSEHOLD FURNITURE AND EFFECTS. — [30, 539, 242, 580]
advertisement-paragraph: SIGN WRITER, AND GILDER ON GLASS, Willis Street, near Scotch Church. — [745, 687, 975, 708]
advertisement-paragraph: JUDGE: Hon. John McLean. STARTER: P. Campbell, Esq. CLERK OF THE COURSE: E. Cameron, Esq. CLERK OF THE SCALES: M. Mitton, Esq. SECRETARY AND TREASURER: A. St. G. Hamersley, Esq. — [262, 235, 492, 279]
advertisement-signature: Sale at 11 o'clock a.m. — [171, 702, 251, 712]
advertisement-paragraph: That valuable Line of Coaches running between Wellington and Porirua. Apply to SAMUEL PROSSER, Crown and Anchor. — [987, 780, 1217, 801]
advertisement-paragraph: The Company undertakes insurance against every description of Fire and Marine Risks at lowest current rates of premium. — [504, 301, 734, 322]
masthead-title: NEW ZEALAND TIMES, FRIDAY, MARCH 19, 1875. — [15, 12, 1932, 56]
advertisement-title: MONDAY, 22ND MARCH. HORSES. — [31, 339, 241, 352]
column-1 — [15, 62, 257, 1932]
